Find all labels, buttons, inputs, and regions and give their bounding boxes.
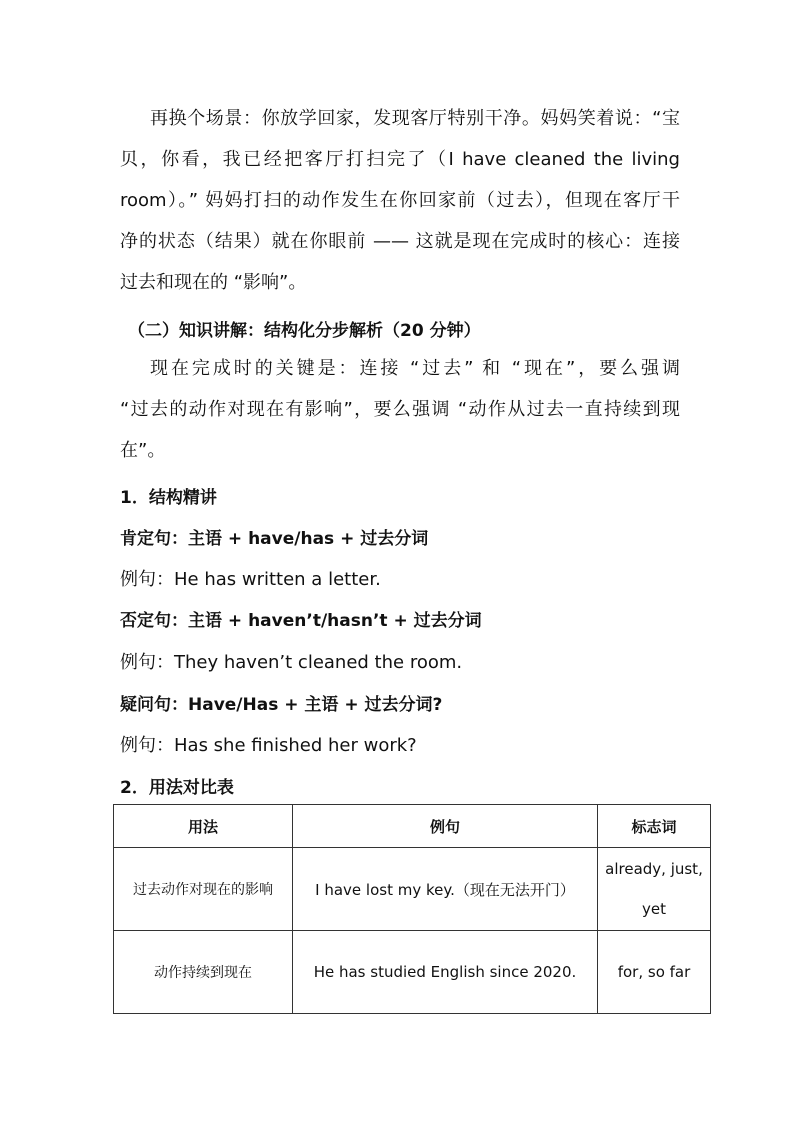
intro-line: 净的状态（结果）就在你眼前 —— 这就是现在完成时的核心：连接 [120,231,680,252]
negative-label: 否定句：主语 + haven’t/hasn’t + 过去分词 [120,611,482,631]
intro-line: room）。” 妈妈打扫的动作发生在你回家前（过去），但现在客厅干 [120,190,680,211]
table-header-row [114,805,711,848]
header-example: 例句 [293,805,598,848]
key-line: 现在完成时的关键是：连接 “过去” 和 “现在”，要么强调 [150,358,680,379]
cell-markers: for, so far [598,931,711,1014]
question-label: 疑问句：Have/Has + 主语 + 过去分词? [120,695,443,715]
question-example: 例句：Has she finished her work? [120,735,417,756]
cell-usage: 动作持续到现在 [114,931,293,1014]
intro-line: 过去和现在的 “影响”。 [120,272,307,293]
intro-paragraph [120,98,680,303]
negative-example: 例句：They haven’t cleaned the room. [120,652,463,673]
header-markers: 标志词 [598,805,711,848]
table-row [114,848,711,931]
cell-usage: 过去动作对现在的影响 [114,848,293,931]
header-usage: 用法 [114,805,293,848]
affirmative-label: 肯定句：主语 + have/has + 过去分词 [120,529,429,549]
cell-markers: already, just, yet [598,848,711,931]
intro-line: 贝，你看，我已经把客厅打扫完了（I have cleaned the living [120,149,680,170]
structure-heading: 1．结构精讲 [120,488,217,508]
cell-example: He has studied English since 2020. [293,931,598,1014]
usage-table [113,804,711,1014]
key-paragraph [120,348,680,471]
key-line: “过去的动作对现在有影响”，要么强调 “动作从过去一直持续到现 [120,399,680,420]
usage-heading: 2．用法对比表 [120,778,234,798]
affirmative-example: 例句：He has written a letter. [120,569,381,590]
intro-line: 再换个场景：你放学回家，发现客厅特别干净。妈妈笑着说：“宝 [150,108,680,129]
section-heading: （二）知识讲解：结构化分步解析（20 分钟） [128,321,481,341]
cell-example: I have lost my key.（现在无法开门） [293,848,598,931]
key-line: 在”。 [120,440,166,461]
table-row [114,931,711,1014]
